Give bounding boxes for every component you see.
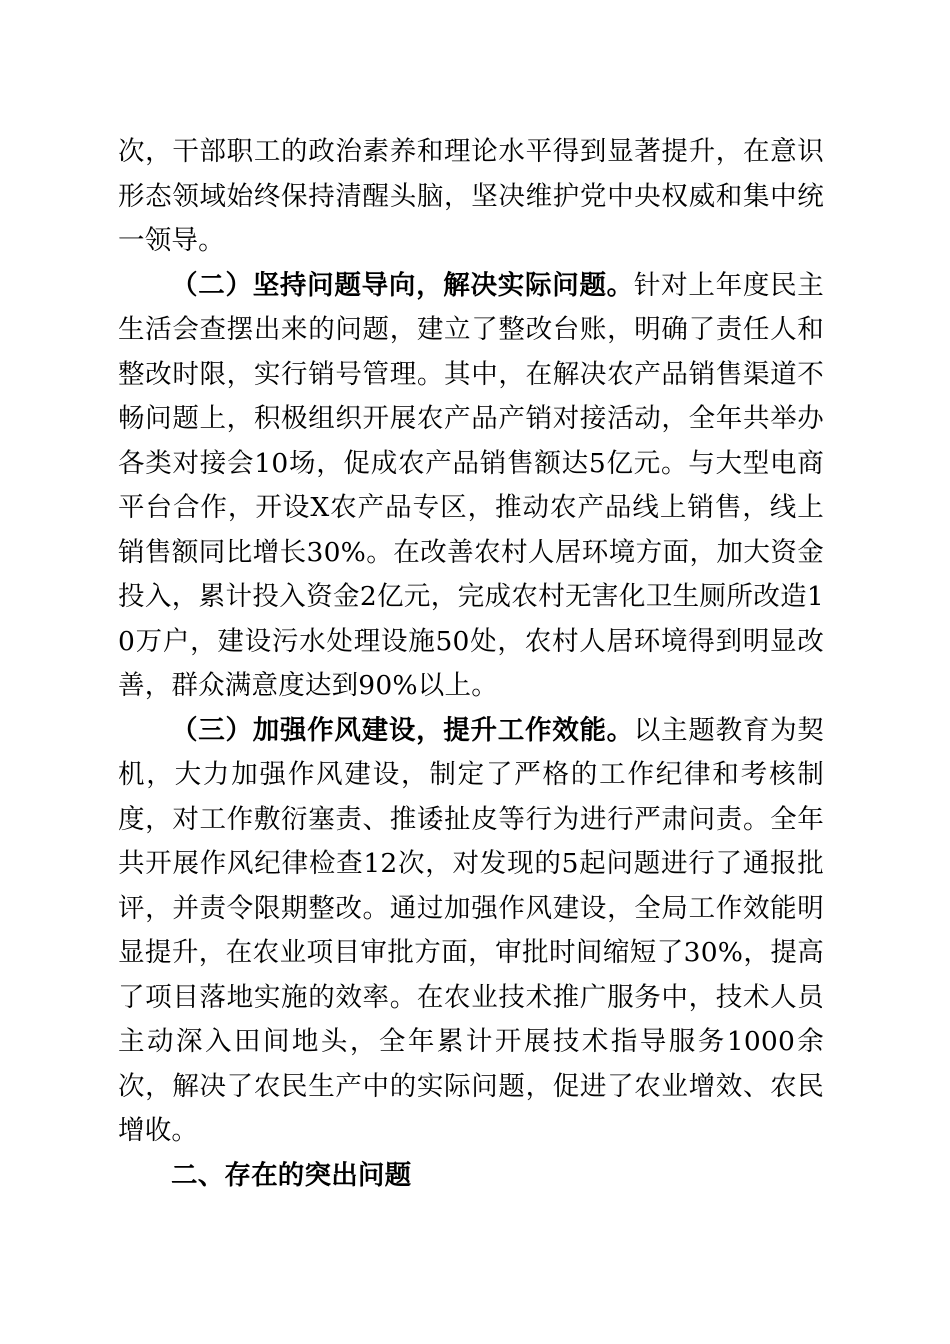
paragraph-problem-oriented (118, 264, 824, 709)
paragraph-continuation-text: 次，干部职工的政治素养和理论水平得到显著提升，在意识形态领域始终保持清醒头脑，坚决维护党中央权威和集中统一领导。 (118, 136, 824, 256)
paragraph-problem-oriented-body: 针对上年度民主生活会查摆出来的问题，建立了整改台账，明确了责任人和整改时限，实行销号管理。其中，在解决农产品销售渠道不畅问题上，积极组织开展农产品产销对接活动，全年共举办各类对接会10场，促成农产品销售额达5亿元。与大型电商平台合作，开设X农产品专区，推动农产品线上销售，线上销售额同比增长30%。在改善农村人居环境方面，加大资金投入，累计投入资金2亿元，完成农村无害化卫生厕所改造10万户，建设污水处理设施50处，农村人居环境得到明显改善，群众满意度达到90%以上。 (118, 269, 825, 701)
paragraph-problem-oriented-lead: （二）坚持问题导向，解决实际问题。 (171, 269, 634, 301)
paragraph-work-style-body: 以主题教育为契机，大力加强作风建设，制定了严格的工作纪律和考核制度，对工作敷衍塞责、推诿扯皮等行为进行严肃问责。全年共开展作风纪律检查12次，对发现的5起问题进行了通报批评，并责令限期整改。通过加强作风建设，全局工作效能明显提升，在农业项目审批方面，审批时间缩短了30%，提高了项目落地实施的效率。在农业技术推广服务中，技术人员主动深入田间地头，全年累计开展技术指导服务1000余次，解决了农民生产中的实际问题，促进了农业增效、农民增收。 (118, 714, 825, 1146)
paragraph-work-style (118, 709, 824, 1154)
section-heading: 二、存在的突出问题 (171, 1159, 412, 1191)
paragraph-work-style-lead: （三）加强作风建设，提升工作效能。 (171, 714, 634, 746)
paragraph-continuation (118, 130, 824, 264)
document-body (118, 130, 824, 1198)
